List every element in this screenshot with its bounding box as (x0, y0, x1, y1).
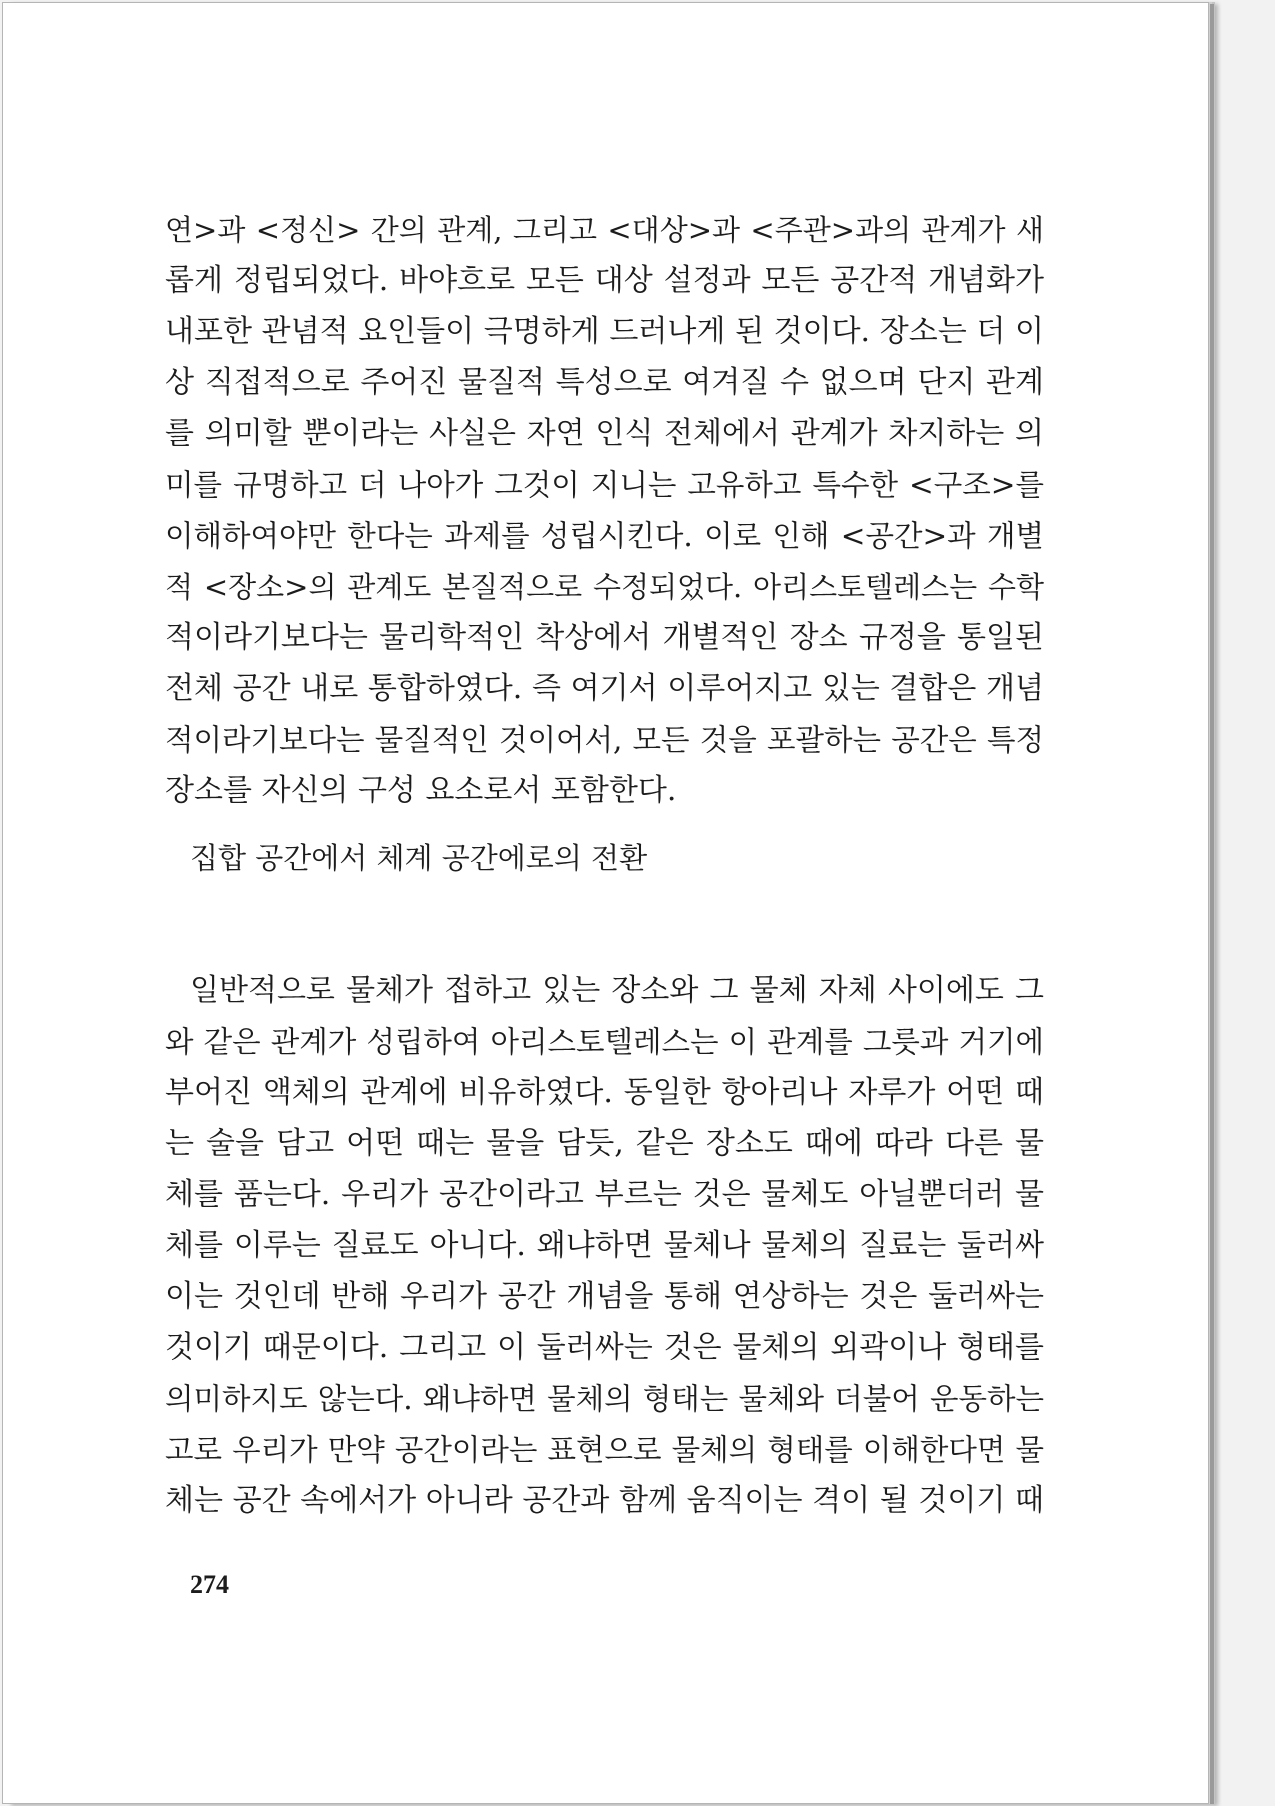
text-line: 체를 이루는 질료도 아니다. 왜냐하면 물체나 물체의 질료는 둘러싸 (165, 1228, 1044, 1263)
text-line: 부어진 액체의 관계에 비유하였다. 동일한 항아리나 자루가 어떤 때 (165, 1075, 1044, 1110)
text-line: 미를 규명하고 더 나아가 그것이 지니는 고유하고 특수한 <구조>를 (165, 468, 1044, 502)
text-line: 와 같은 관계가 성립하여 아리스토텔레스는 이 관계를 그릇과 거기에 (165, 1025, 1044, 1059)
text-line: 고로 우리가 만약 공간이라는 표현으로 물체의 형태를 이해한다면 물 (165, 1433, 1044, 1467)
section-heading: 집합 공간에서 체계 공간에로의 전환 (190, 841, 648, 875)
text-line: 를 의미할 뿐이라는 사실은 자연 인식 전체에서 관계가 차지하는 의 (165, 416, 1044, 451)
text-line: 것이기 때문이다. 그리고 이 둘러싸는 것은 물체의 외곽이나 형태를 (165, 1330, 1044, 1365)
text-line: 롭게 정립되었다. 바야흐로 모든 대상 설정과 모든 공간적 개념화가 (165, 263, 1044, 298)
text-line: 장소를 자신의 구성 요소로서 포함한다. (165, 773, 677, 808)
text-line: 이는 것인데 반해 우리가 공간 개념을 통해 연상하는 것은 둘러싸는 (165, 1279, 1044, 1314)
text-line: 적 <장소>의 관계도 본질적으로 수정되었다. 아리스토텔레스는 수학 (165, 570, 1044, 604)
text-line: 의미하지도 않는다. 왜냐하면 물체의 형태는 물체와 더불어 운동하는 (165, 1382, 1044, 1416)
text-line: 는 술을 담고 어떤 때는 물을 담듯, 같은 장소도 때에 따라 다른 물 (165, 1126, 1044, 1161)
text-line: 체는 공간 속에서가 아니라 공간과 함께 움직이는 격이 될 것이기 때 (165, 1483, 1044, 1518)
text-line: 체를 품는다. 우리가 공간이라고 부르는 것은 물체도 아닐뿐더러 물 (165, 1177, 1044, 1212)
text-line: 적이라기보다는 물질적인 것이어서, 모든 것을 포괄하는 공간은 특정 (165, 723, 1044, 757)
text-line: 적이라기보다는 물리학적인 착상에서 개별적인 장소 규정을 통일된 (165, 620, 1044, 655)
page-number: 274 (190, 1570, 229, 1599)
text-line: 전체 공간 내로 통합하였다. 즉 여기서 이루어지고 있는 결합은 개념 (165, 671, 1044, 706)
text-line: 이해하여야만 한다는 과제를 성립시킨다. 이로 인해 <공간>과 개별 (165, 519, 1044, 553)
text-line: 연>과 <정신> 간의 관계, 그리고 <대상>과 <주관>과의 관계가 새 (165, 213, 1044, 247)
text-line: 내포한 관념적 요인들이 극명하게 드러나게 된 것이다. 장소는 더 이 (165, 314, 1044, 349)
page-edge (1210, 4, 1214, 1804)
text-line: 일반적으로 물체가 접하고 있는 장소와 그 물체 자체 사이에도 그 (190, 973, 1044, 1008)
text-line: 상 직접적으로 주어진 물질적 특성으로 여겨질 수 없으며 단지 관계 (165, 365, 1044, 400)
